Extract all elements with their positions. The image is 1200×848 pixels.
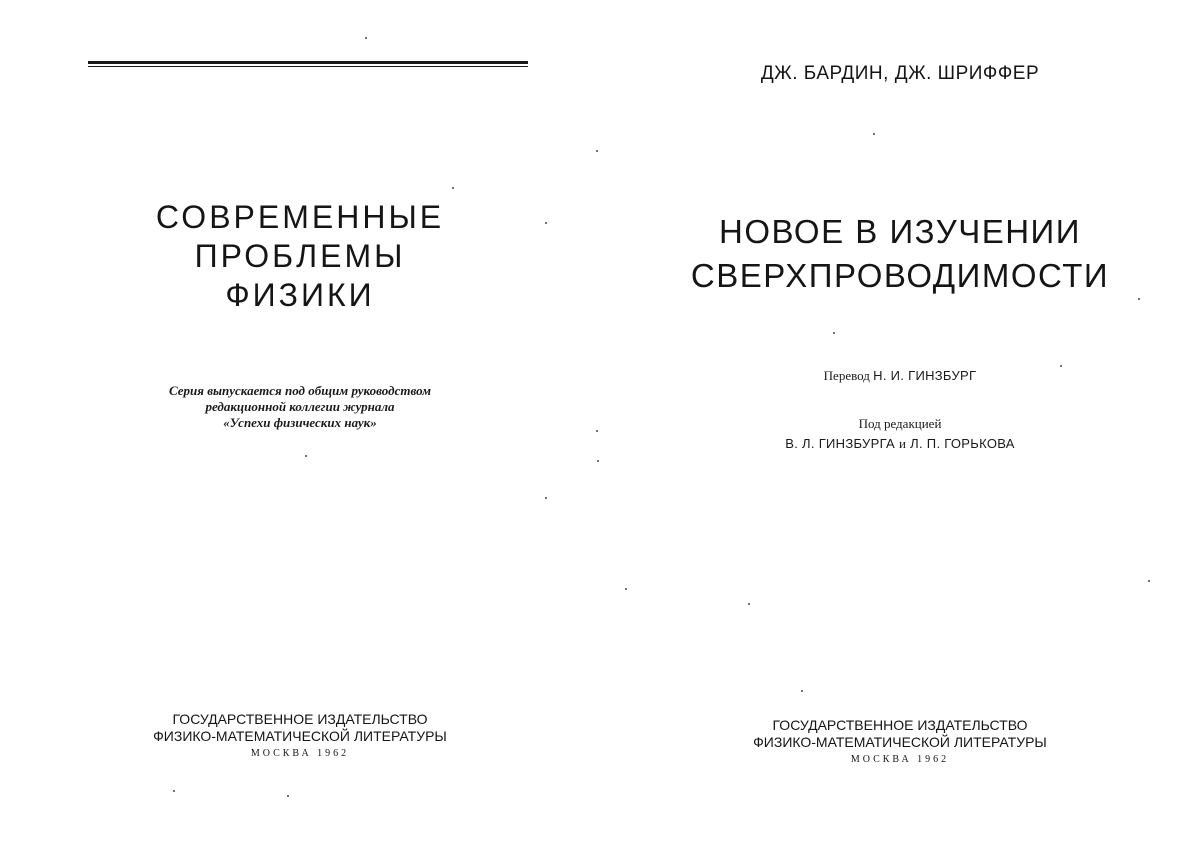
series-title-line: СОВРЕМЕННЫЕ xyxy=(155,199,445,235)
publisher-city-year: МОСКВА 1962 xyxy=(850,754,950,765)
editors-credit xyxy=(600,414,1200,454)
book-title xyxy=(600,210,1200,298)
scan-speck xyxy=(287,795,289,797)
translation-label: Перевод xyxy=(823,368,870,383)
scan-speck xyxy=(1148,580,1150,582)
scan-speck xyxy=(452,187,454,189)
right-page xyxy=(600,0,1200,848)
series-title-line: ФИЗИКИ xyxy=(225,277,375,313)
scan-speck xyxy=(833,332,835,334)
scan-speck xyxy=(365,37,367,39)
series-note-line: «Успехи физических наук» xyxy=(223,415,377,430)
publisher-imprint xyxy=(0,711,600,762)
scan-speck xyxy=(545,497,547,499)
editor-name: В. Л. ГИНЗБУРГА xyxy=(785,436,896,451)
scan-speck xyxy=(596,430,598,432)
book-title-line: НОВОЕ В ИЗУЧЕНИИ xyxy=(719,213,1081,250)
editors-label: Под редакцией xyxy=(858,416,942,431)
scan-speck xyxy=(748,603,750,605)
top-rule-thin xyxy=(88,66,528,67)
scan-speck xyxy=(801,690,803,692)
top-rule xyxy=(88,61,528,64)
publisher-name-line: ФИЗИКО-МАТЕМАТИЧЕСКОЙ ЛИТЕРАТУРЫ xyxy=(153,728,447,744)
translator-name: Н. И. ГИНЗБУРГ xyxy=(873,368,977,383)
series-note xyxy=(0,383,600,431)
editor-name: Л. П. ГОРЬКОВА xyxy=(910,436,1015,451)
publisher-name-line: ФИЗИКО-МАТЕМАТИЧЕСКОЙ ЛИТЕРАТУРЫ xyxy=(753,734,1047,750)
scan-speck xyxy=(173,790,175,792)
series-note-line: редакционной коллегии журнала xyxy=(205,399,395,414)
scan-speck xyxy=(1138,298,1140,300)
scan-speck xyxy=(1060,365,1062,367)
editors-names xyxy=(600,434,1200,454)
book-title-line: СВЕРХПРОВОДИМОСТИ xyxy=(690,257,1110,294)
publisher-city-year: МОСКВА 1962 xyxy=(250,748,350,759)
series-note-line: Серия выпускается под общим руководством xyxy=(169,383,431,398)
scan-speck xyxy=(305,455,307,457)
authors-line: ДЖ. БАРДИН, ДЖ. ШРИФФЕР xyxy=(760,63,1040,84)
translation-credit xyxy=(600,368,1200,384)
series-title xyxy=(0,198,600,315)
series-title-line: ПРОБЛЕМЫ xyxy=(194,238,406,274)
publisher-name-line: ГОСУДАРСТВЕННОЕ ИЗДАТЕЛЬСТВО xyxy=(772,717,1028,733)
editors-conjunction: и xyxy=(898,436,907,451)
publisher-name-line: ГОСУДАРСТВЕННОЕ ИЗДАТЕЛЬСТВО xyxy=(172,711,428,727)
publisher-imprint xyxy=(600,717,1200,768)
scan-speck xyxy=(625,588,627,590)
scan-speck xyxy=(597,460,599,462)
scan-speck xyxy=(873,133,875,135)
scan-speck xyxy=(545,222,547,224)
scan-speck xyxy=(596,150,598,152)
